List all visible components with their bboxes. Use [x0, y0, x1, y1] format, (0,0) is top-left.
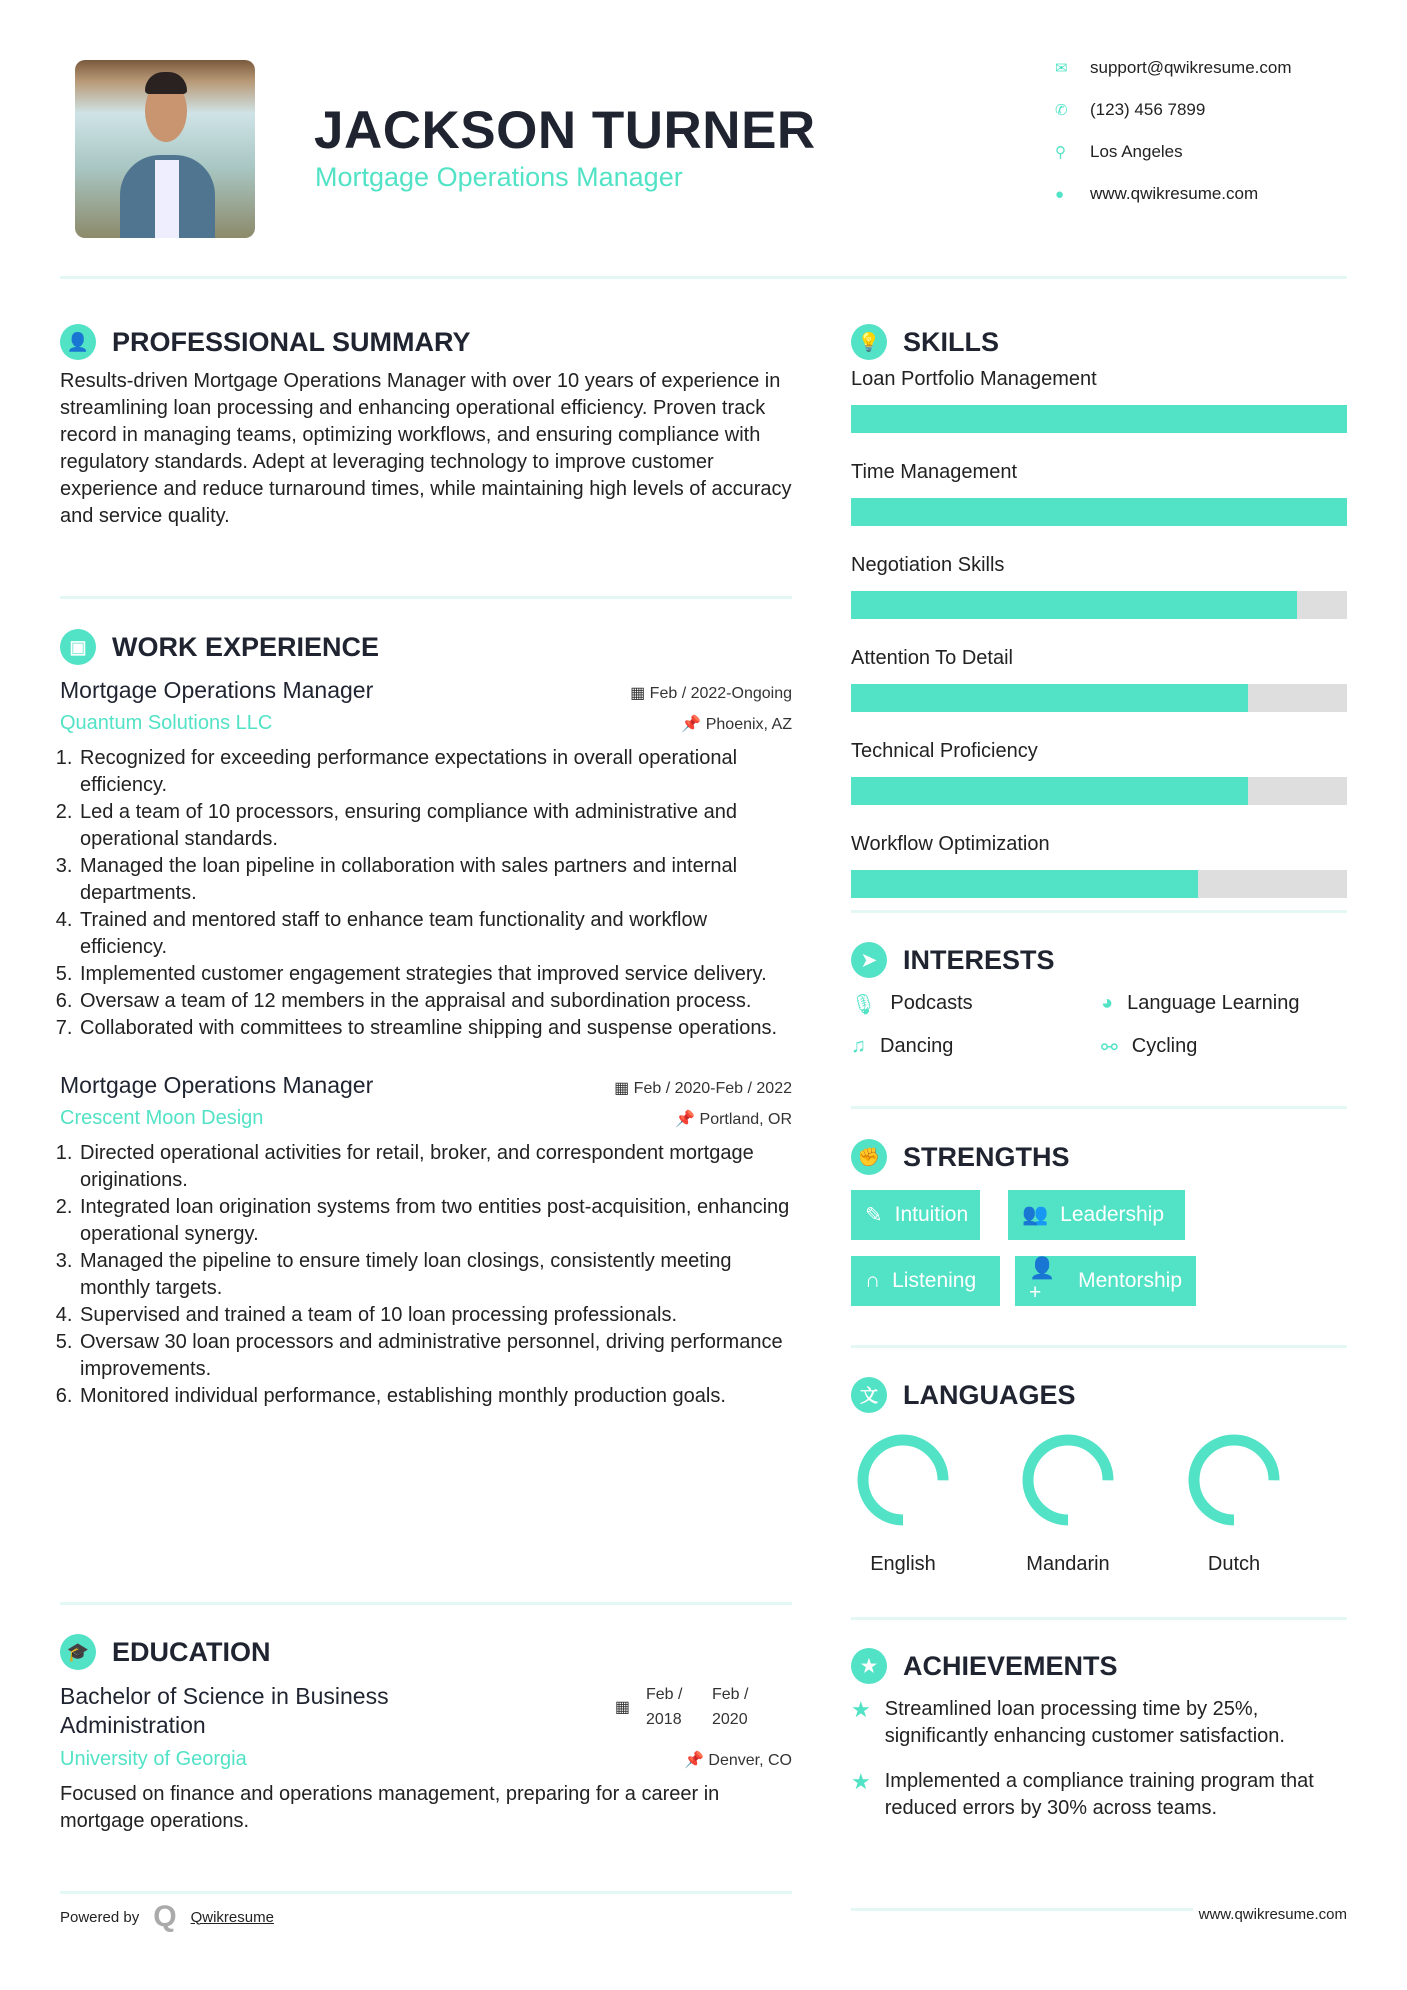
bicycle-icon: ⚯	[1101, 1037, 1118, 1059]
company-name: Quantum Solutions LLC	[60, 712, 273, 734]
calendar-icon: ▦	[614, 1080, 634, 1097]
education-heading: EDUCATION	[112, 1636, 271, 1667]
globe-icon: ◕	[1101, 992, 1114, 1014]
interests-section	[851, 942, 1347, 1060]
divider	[60, 1602, 792, 1605]
footer-website[interactable]: www.qwikresume.com	[1193, 1906, 1347, 1923]
paper-plane-icon: ➤	[851, 942, 887, 978]
calendar-icon: ▦	[614, 1698, 630, 1716]
strength-tag: 👥 Leadership	[1008, 1190, 1185, 1240]
divider	[851, 1106, 1347, 1109]
skills-section	[851, 324, 1347, 926]
language-item	[1008, 1430, 1128, 1576]
contact-email[interactable]: ✉ support@qwikresume.com	[1055, 58, 1292, 77]
qwikresume-logo-icon: Q	[153, 1900, 177, 1933]
language-item	[1174, 1430, 1294, 1576]
edu-description: Focused on finance and operations management, preparing for a career in mortgage operations.	[60, 1783, 720, 1832]
header-divider	[60, 276, 1347, 279]
skill-label: Negotiation Skills	[851, 554, 1005, 576]
job-dates: Feb / 2020-Feb / 2022	[633, 1080, 792, 1097]
job-title: Mortgage Operations Manager	[60, 677, 374, 703]
star-icon: ★	[851, 1697, 871, 1722]
skill-label: Technical Proficiency	[851, 740, 1038, 762]
edu-location: Denver, CO	[708, 1752, 792, 1769]
job-location: Portland, OR	[699, 1111, 792, 1128]
degree: Bachelor of Science in Business Administration	[60, 1683, 389, 1738]
skill-bar-fill	[851, 777, 1248, 805]
divider	[851, 1617, 1347, 1620]
graduation-icon: 🎓	[60, 1634, 96, 1670]
skill-bar-fill	[851, 870, 1198, 898]
strengths-heading: STRENGTHS	[903, 1141, 1070, 1172]
education-section	[60, 1634, 792, 1835]
pin-icon: 📌	[684, 1752, 709, 1769]
responsibility-item: 6. Oversaw a team of 12 members in the appraisal and subordination process.	[78, 988, 792, 1015]
skill-bar	[851, 405, 1347, 433]
school-name: University of Georgia	[60, 1748, 247, 1770]
language-ring-arc	[1028, 1440, 1108, 1520]
magic-wand-icon: ✎	[865, 1203, 883, 1227]
fist-icon: ✊	[851, 1139, 887, 1175]
language-ring-arc	[1194, 1440, 1274, 1520]
edu-end: Feb / 2020	[712, 1686, 749, 1728]
candidate-name: JACKSON TURNER	[314, 101, 816, 160]
candidate-title: Mortgage Operations Manager	[315, 162, 683, 192]
languages-heading: LANGUAGES	[903, 1379, 1076, 1410]
responsibility-item: 1. Directed operational activities for retail, broker, and correspondent mortgage originations.	[78, 1140, 792, 1194]
language-label: Mandarin	[1026, 1553, 1110, 1575]
strength-tag: ∩ Listening	[851, 1256, 1000, 1306]
contact-location: ⚲ Los Angeles	[1055, 142, 1183, 161]
responsibility-item: 6. Monitored individual performance, establishing monthly production goals.	[78, 1383, 792, 1410]
skill-label: Time Management	[851, 461, 1017, 483]
responsibility-item: 2. Led a team of 10 processors, ensuring compliance with administrative and operational standards.	[78, 799, 792, 853]
envelope-icon: ✉	[1055, 60, 1068, 77]
responsibility-item: 4. Supervised and trained a team of 10 loan processing professionals.	[78, 1302, 792, 1329]
job-entry	[60, 1072, 792, 1410]
responsibility-item: 7. Collaborated with committees to streamline shipping and suspense operations.	[78, 1015, 792, 1042]
languages-section	[851, 1377, 1347, 1413]
responsibility-item: 4. Trained and mentored staff to enhance team functionality and workflow efficiency.	[78, 907, 792, 961]
summary-heading: PROFESSIONAL SUMMARY	[112, 326, 471, 357]
company-name: Crescent Moon Design	[60, 1107, 264, 1129]
translate-icon: 文	[851, 1377, 887, 1413]
skill-bar	[851, 870, 1347, 898]
microphone-icon: 🎙	[851, 994, 877, 1016]
responsibility-item: 3. Managed the loan pipeline in collaboration with sales partners and internal departments.	[78, 853, 792, 907]
divider	[60, 596, 792, 599]
headphones-icon: ∩	[865, 1269, 881, 1292]
job-title: Mortgage Operations Manager	[60, 1072, 374, 1098]
skill-label: Attention To Detail	[851, 647, 1013, 669]
achievement-item: ★ Streamlined loan processing time by 25%, significantly enhancing customer satisfaction.	[851, 1696, 1347, 1750]
language-ring	[853, 1430, 953, 1530]
skill-bar	[851, 684, 1347, 712]
star-icon: ★	[851, 1769, 871, 1794]
divider	[60, 1891, 792, 1894]
skill-bar-fill	[851, 498, 1347, 526]
skill-bar	[851, 777, 1347, 805]
strength-tag: ✎ Intuition	[851, 1190, 980, 1240]
contact-website[interactable]: ● www.qwikresume.com	[1055, 184, 1259, 203]
users-icon: 👥	[1022, 1203, 1049, 1226]
map-pin-icon: ⚲	[1055, 144, 1066, 161]
calendar-icon: ▦	[630, 685, 650, 702]
strengths-section	[851, 1139, 1347, 1175]
interest-item: 🎙 Podcasts	[851, 992, 973, 1016]
responsibility-item: 5. Oversaw 30 loan processors and administrative personnel, driving performance improvements.	[78, 1329, 792, 1383]
skill-bar-fill	[851, 591, 1297, 619]
skill-bar	[851, 591, 1347, 619]
job-dates: Feb / 2022-Ongoing	[649, 685, 792, 702]
skill-label: Loan Portfolio Management	[851, 368, 1097, 390]
skills-heading: SKILLS	[903, 326, 1000, 357]
interest-item: ◕ Language Learning	[1101, 992, 1347, 1017]
edu-start: Feb / 2018	[646, 1686, 683, 1728]
responsibilities-list	[60, 745, 792, 1042]
language-ring-arc	[863, 1440, 943, 1520]
lightbulb-icon: 💡	[851, 324, 887, 360]
language-label: Dutch	[1207, 1553, 1261, 1575]
brand-link[interactable]: Qwikresume	[190, 1908, 274, 1926]
experience-section	[60, 629, 792, 1410]
skill-bar-fill	[851, 405, 1347, 433]
summary-text: Results-driven Mortgage Operations Manager with over 10 years of experience in streamlining loan processing and enhancing operational efficiency. Proven track record in managing teams, optimizing workflows, and ensuring compliance with regulatory standards. Adept at leveraging technology to improve customer experience and reduce turnaround times, while maintaining high levels of accuracy and service quality.	[60, 370, 792, 527]
responsibility-item: 2. Integrated loan origination systems from two entities post-acquisition, enhancing operational synergy.	[78, 1194, 792, 1248]
pin-icon: 📌	[681, 716, 706, 733]
responsibility-item: 5. Implemented customer engagement strategies that improved service delivery.	[78, 961, 792, 988]
contact-phone[interactable]: ✆ (123) 456 7899	[1055, 100, 1206, 119]
responsibility-item: 3. Managed the pipeline to ensure timely loan closings, consistently meeting monthly targets.	[78, 1248, 792, 1302]
profile-photo	[75, 60, 255, 238]
summary-section	[60, 324, 792, 530]
achievements-heading: ACHIEVEMENTS	[903, 1650, 1118, 1681]
skill-bar	[851, 498, 1347, 526]
language-ring	[1018, 1430, 1118, 1530]
interest-item: ♫ Dancing	[851, 1035, 1101, 1060]
language-ring	[1184, 1430, 1284, 1530]
divider	[851, 910, 1347, 913]
user-icon: 👤	[60, 324, 96, 360]
language-label: English	[870, 1553, 936, 1575]
interest-item: ⚯ Cycling	[1101, 1035, 1198, 1059]
briefcase-icon: ▣	[60, 629, 96, 665]
music-note-icon: ♫	[851, 1035, 866, 1057]
phone-icon: ✆	[1055, 102, 1068, 119]
job-location: Phoenix, AZ	[705, 716, 792, 733]
experience-heading: WORK EXPERIENCE	[112, 631, 380, 662]
responsibilities-list	[60, 1140, 792, 1410]
skill-bar-fill	[851, 684, 1248, 712]
skill-label: Workflow Optimization	[851, 833, 1050, 855]
star-badge-icon: ★	[851, 1648, 887, 1684]
powered-by: Powered by Q Qwikresume	[60, 1900, 274, 1933]
language-item	[843, 1430, 963, 1576]
user-plus-icon: 👤+	[1029, 1257, 1056, 1304]
achievement-item: ★ Implemented a compliance training program that reduced errors by 30% across teams.	[851, 1768, 1347, 1822]
responsibility-item: 1. Recognized for exceeding performance expectations in overall operational efficiency.	[78, 745, 792, 799]
achievements-section	[851, 1648, 1347, 1840]
divider	[851, 1345, 1347, 1348]
job-entry	[60, 677, 792, 1042]
interests-heading: INTERESTS	[903, 944, 1055, 975]
pin-icon: 📌	[675, 1111, 700, 1128]
globe-icon: ●	[1055, 185, 1065, 203]
strength-tag: 👤+ Mentorship	[1015, 1256, 1196, 1306]
